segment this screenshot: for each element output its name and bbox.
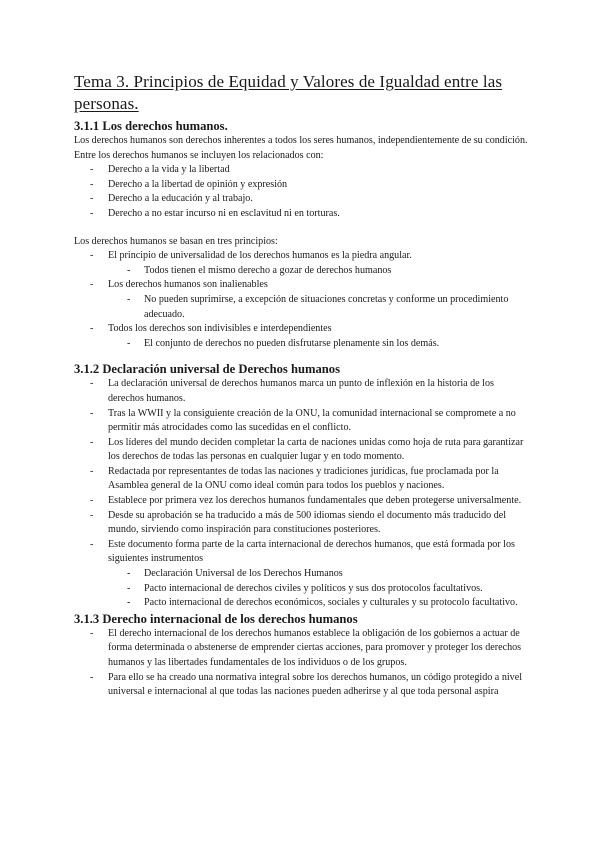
dash-bullet: -: [90, 378, 94, 390]
section-heading-3-1-1: 3.1.1 Los derechos humanos.: [74, 119, 228, 133]
list-item-text: Los derechos humanos son inalienables: [108, 279, 268, 291]
list-item: [74, 509, 530, 538]
list-item: [74, 377, 530, 406]
list-item-text: El derecho internacional de los derechos humanos establece la obligación de los gobiernos a actuar de forma determinada o abstenerse de emprender ciertas acciones, para promover y proteger los derechos humanos y las libertades fundamentales de los individuos o de los grupos.: [108, 627, 522, 668]
dash-bullet: -: [90, 671, 94, 683]
sub-list-item-text: Pacto internacional de derechos económicos, sociales y culturales y su protocolo facultativo.: [144, 597, 518, 609]
sub-list-item: [74, 264, 530, 279]
list-item: [74, 178, 530, 193]
dash-bullet: -: [127, 568, 131, 580]
sub-list-item: [74, 582, 530, 597]
list-item-text: Este documento forma parte de la carta internacional de derechos humanos, que está formada por los siguientes instrumentos: [108, 538, 515, 565]
list-item-text: Derecho a la libertad de opinión y expresión: [108, 178, 288, 190]
dash-bullet: -: [90, 465, 94, 477]
dash-bullet: -: [90, 250, 94, 262]
list-item-text: Derecho a la vida y la libertad: [108, 164, 230, 176]
sub-list-item-text: No pueden suprimirse, a excepción de situaciones concretas y conforme un procedimiento adecuado.: [144, 293, 509, 320]
section-heading-3-1-3: 3.1.3 Derecho internacional de los derechos humanos: [74, 611, 358, 626]
sub-list: [108, 337, 530, 352]
dash-bullet: -: [90, 164, 94, 176]
list-item-text: Establece por primera vez los derechos humanos fundamentales que deben protegerse universalmente.: [108, 495, 522, 507]
list-item-text: Para ello se ha creado una normativa integral sobre los derechos humanos, un código protegido a nivel universal e internacional al que todas las naciones pueden adherirse y al que toda personal aspira: [108, 671, 522, 698]
sub-list-item: [74, 293, 530, 322]
dash-bullet: -: [90, 509, 94, 521]
list-item: [74, 494, 530, 509]
dash-bullet: -: [90, 538, 94, 550]
sub-list-item-text: Todos tienen el mismo derecho a gozar de derechos humanos: [144, 264, 392, 276]
dash-bullet: -: [127, 293, 131, 305]
list-item: [74, 207, 530, 222]
dash-bullet: -: [127, 264, 131, 276]
dash-bullet: -: [90, 178, 94, 190]
sub-list: [108, 293, 530, 322]
rights-list: [74, 163, 530, 221]
principles-list: [74, 249, 530, 351]
list-item-text: Tras la WWII y la consiguiente creación de la ONU, la comunidad internacional se compromete a no permitir más atrocidades como las sucedidas en el conflicto.: [108, 407, 516, 434]
list-item-text: El principio de universalidad de los derechos humanos es la piedra angular.: [108, 250, 412, 262]
list-item-text: Desde su aprobación se ha traducido a más de 500 idiomas siendo el documento más traducido del mundo, sirviendo como inspiración para constituciones posteriores.: [108, 509, 507, 536]
list-item: [74, 465, 530, 494]
sub-list-item-text: El conjunto de derechos no pueden disfrutarse plenamente sin los demás.: [144, 337, 440, 349]
dash-bullet: -: [90, 207, 94, 219]
list-item: [74, 322, 530, 351]
principles-intro: Los derechos humanos se basan en tres principios:: [74, 235, 278, 247]
list-item-text: Derecho a la educación y al trabajo.: [108, 193, 253, 205]
sub-list-item: [74, 596, 530, 611]
dash-bullet: -: [127, 337, 131, 349]
instruments-sub-list: [108, 567, 530, 611]
dash-bullet: -: [90, 495, 94, 507]
list-item-text: Los líderes del mundo deciden completar la carta de naciones unidas como hoja de ruta para garantizar los derechos de todas las personas en cualquier lugar y en todo momento.: [108, 436, 524, 463]
list-item: [74, 627, 530, 671]
list-item: [74, 671, 530, 700]
dash-bullet: -: [90, 193, 94, 205]
dash-bullet: -: [90, 436, 94, 448]
list-item: [74, 538, 530, 611]
list-item: [74, 278, 530, 322]
section1-intro: Los derechos humanos son derechos inherentes a todos los seres humanos, independientemente de su condición. Entre los derechos humanos se incluyen los relacionados con:: [74, 135, 528, 161]
list-item: [74, 436, 530, 465]
dash-bullet: -: [90, 407, 94, 419]
list-item: [74, 407, 530, 436]
dash-bullet: -: [90, 627, 94, 639]
declaration-list: [74, 377, 530, 611]
list-item: [74, 249, 530, 278]
international-law-list: [74, 627, 530, 700]
list-item: [74, 192, 530, 207]
sub-list-item-text: Declaración Universal de los Derechos Humanos: [144, 568, 343, 580]
sub-list: [108, 264, 530, 279]
sub-list-item-text: Pacto internacional de derechos civiles y políticos y sus dos protocolos facultativos.: [144, 582, 483, 594]
sub-list-item: [74, 567, 530, 582]
sub-list-item: [74, 337, 530, 352]
document-page: [74, 71, 530, 700]
section-heading-3-1-2: 3.1.2 Declaración universal de Derechos humanos: [74, 362, 340, 377]
list-item-text: Derecho a no estar incurso ni en esclavitud ni en torturas.: [108, 207, 340, 219]
dash-bullet: -: [127, 582, 131, 594]
list-item: [74, 163, 530, 178]
dash-bullet: -: [90, 279, 94, 291]
dash-bullet: -: [90, 323, 94, 335]
document-title: Tema 3. Principios de Equidad y Valores de Igualdad entre las personas.: [74, 72, 503, 113]
list-item-text: Redactada por representantes de todas las naciones y tradiciones jurídicas, fue proclamada por la Asamblea general de la ONU como ideal común para todos los pueblos y naciones.: [108, 465, 499, 492]
list-item-text: Todos los derechos son indivisibles e interdependientes: [108, 323, 332, 335]
list-item-text: La declaración universal de derechos humanos marca un punto de inflexión en la historia de los derechos humanos.: [108, 378, 494, 404]
dash-bullet: -: [127, 597, 131, 609]
